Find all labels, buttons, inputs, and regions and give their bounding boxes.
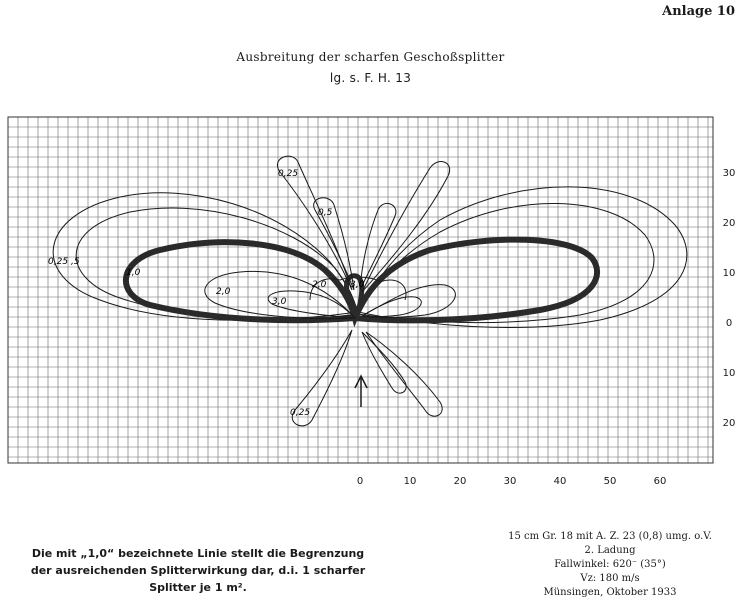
caption-right-line: 15 cm Gr. 18 mit A. Z. 23 (0,8) umg. o.V. xyxy=(508,531,712,542)
caption-left-line: Splitter je 1 m². xyxy=(149,581,247,594)
x-tick-label: 0 xyxy=(356,476,364,487)
lobe-bottom-right xyxy=(366,332,442,416)
lobe-bottom-center xyxy=(362,332,406,393)
y-tick-label: 0 xyxy=(725,318,733,329)
label-025-left: 0,25 xyxy=(48,257,69,267)
x-tick-label: 50 xyxy=(603,476,617,487)
label-30-left: 3,0 xyxy=(272,297,287,307)
label-10-left: 1,0 xyxy=(126,268,141,278)
label-lobe-05-top: 0,5 xyxy=(318,208,333,218)
x-tick-label: 10 xyxy=(403,476,417,487)
diagram-title: Ausbreitung der scharfen Geschoßsplitter xyxy=(236,50,505,64)
caption-right-line: Münsingen, Oktober 1933 xyxy=(543,587,677,598)
caption-left xyxy=(8,545,388,596)
x-tick-label: 30 xyxy=(503,476,517,487)
x-tick-label: 40 xyxy=(553,476,567,487)
diagram-subtitle: lg. s. F. H. 13 xyxy=(329,71,412,85)
y-tick-label: 10 xyxy=(722,268,736,279)
flight-direction-arrow xyxy=(355,376,367,407)
label-05-left: ,5 xyxy=(71,257,80,267)
y-tick-label: 20 xyxy=(722,418,736,429)
contour-20-right xyxy=(362,285,455,318)
y-tick-label: 20 xyxy=(722,218,736,229)
caption-left-line: der ausreichenden Splitterwirkung dar, d.i. 1 scharfer xyxy=(30,564,366,577)
label-lobe-025-bottom: 0,25 xyxy=(290,408,311,418)
x-tick-label: 20 xyxy=(453,476,467,487)
y-tick-label: 10 xyxy=(722,368,736,379)
caption-right-line: Vz: 180 m/s xyxy=(580,573,640,584)
caption-right-line: Fallwinkel: 620⁻ (35°) xyxy=(554,559,666,570)
y-axis-ticks-right xyxy=(723,168,736,429)
label-20-left: 2,0 xyxy=(216,287,231,297)
label-20-center: 2,0 xyxy=(312,280,327,290)
caption-right xyxy=(490,530,730,600)
caption-left-line: Die mit „1,0“ bezeichnete Linie stellt die Begrenzung xyxy=(31,547,365,560)
x-tick-label: 60 xyxy=(653,476,667,487)
x-axis-ticks xyxy=(357,476,667,487)
label-30-center: 3,0 xyxy=(350,280,365,290)
page-label: Anlage 10 xyxy=(662,4,735,19)
caption-right-line: 2. Ladung xyxy=(584,545,636,556)
y-tick-label: 30 xyxy=(722,168,736,179)
label-lobe-025-top: 0,25 xyxy=(278,169,299,179)
